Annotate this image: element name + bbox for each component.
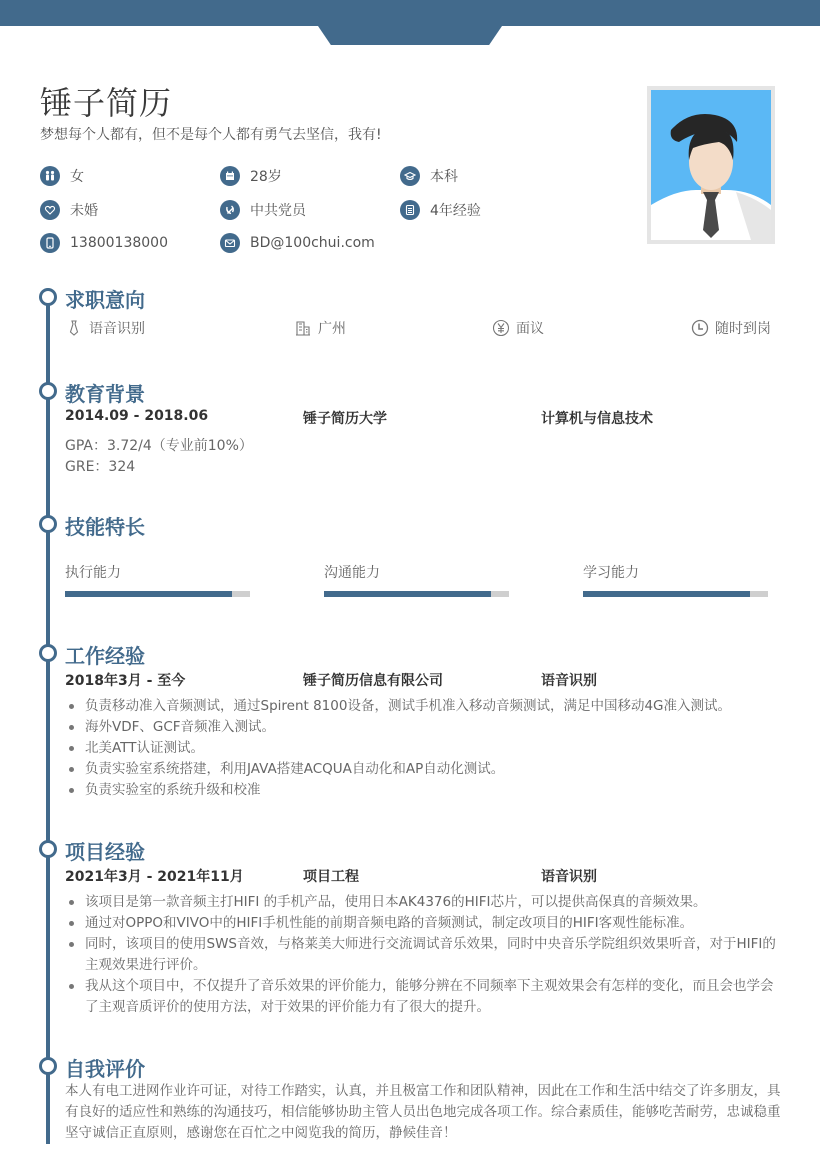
list-item: 通过对OPPO和VIVO中的HIFI手机性能的前期音频电路的音频测试，制定改项目的HIFI客观性能标准。 bbox=[65, 913, 785, 934]
section-title-intent: 求职意向 bbox=[65, 288, 145, 312]
project-name: 项目工程 bbox=[303, 869, 359, 885]
info-email-value: BD@100chui.com bbox=[250, 235, 375, 251]
intent-position bbox=[65, 318, 145, 338]
skill-bar bbox=[65, 591, 250, 597]
education-major: 计算机与信息技术 bbox=[541, 411, 653, 427]
resume-motto: 梦想每个人都有，但不是每个人都有勇气去坚信，我有! bbox=[40, 127, 382, 143]
info-degree-value: 本科 bbox=[430, 169, 458, 185]
work-period: 2018年3月 - 至今 bbox=[65, 673, 186, 689]
info-marriage-value: 未婚 bbox=[70, 203, 98, 219]
list-item: 该项目是第一款音频主打HIFI 的手机产品，使用日本AK4376的HIFI芯片，可以提供高保真的音频效果。 bbox=[65, 892, 785, 913]
section-dot-work bbox=[39, 644, 57, 662]
education-gre: GRE：324 bbox=[65, 459, 136, 475]
work-company: 锤子简历信息有限公司 bbox=[303, 673, 443, 689]
email-icon bbox=[220, 233, 240, 253]
phone-icon bbox=[40, 233, 60, 253]
project-period: 2021年3月 - 2021年11月 bbox=[65, 869, 244, 885]
skill-bar bbox=[324, 591, 509, 597]
intent-city bbox=[294, 318, 346, 338]
party-icon bbox=[220, 200, 240, 220]
section-dot-education bbox=[39, 382, 57, 400]
skill-bar-fill bbox=[65, 591, 232, 597]
intent-salary-value: 面议 bbox=[516, 321, 544, 337]
skill-bar-fill bbox=[583, 591, 750, 597]
graduation-icon bbox=[400, 166, 420, 186]
yen-icon bbox=[492, 319, 510, 337]
skill-label: 学习能力 bbox=[583, 565, 639, 581]
list-item: 北美ATT认证测试。 bbox=[65, 738, 785, 759]
marriage-icon bbox=[40, 200, 60, 220]
intent-availability-value: 随时到岗 bbox=[715, 321, 771, 337]
skill-bar-fill bbox=[324, 591, 491, 597]
project-bullets bbox=[65, 892, 785, 1018]
skill-label: 执行能力 bbox=[65, 565, 121, 581]
skill-label: 沟通能力 bbox=[324, 565, 380, 581]
list-item: 海外VDF、GCF音频准入测试。 bbox=[65, 717, 785, 738]
project-role: 语音识别 bbox=[541, 869, 597, 885]
work-role: 语音识别 bbox=[541, 673, 597, 689]
gender-icon bbox=[40, 166, 60, 186]
section-title-work: 工作经验 bbox=[65, 644, 145, 668]
resume-name: 锤子简历 bbox=[40, 84, 173, 122]
info-experience-value: 4年经验 bbox=[430, 203, 481, 219]
section-title-project: 项目经验 bbox=[65, 840, 145, 864]
section-title-skills: 技能特长 bbox=[65, 515, 145, 539]
tie-icon bbox=[65, 319, 83, 337]
list-item: 负责实验室的系统升级和校准 bbox=[65, 780, 785, 801]
skill-bar bbox=[583, 591, 768, 597]
intent-availability bbox=[691, 318, 771, 338]
self-evaluation-text: 本人有电工进网作业许可证，对待工作踏实，认真，并且极富工作和团队精神，因此在工作和生活中结交了许多朋友，具有良好的适应性和熟练的沟通技巧，相信能够协助主管人员出色地完成各项工作。综合素质佳，能够吃苦耐劳，忠诚稳重坚守诚信正直原则，感谢您在百忙之中阅览我的简历，静候佳音！ bbox=[65, 1083, 781, 1141]
info-party bbox=[220, 199, 306, 221]
section-title-education: 教育背景 bbox=[65, 382, 145, 406]
info-party-value: 中共党员 bbox=[250, 203, 306, 219]
building-icon bbox=[294, 319, 312, 337]
education-period: 2014.09 - 2018.06 bbox=[65, 408, 209, 424]
top-banner bbox=[0, 0, 820, 26]
clock-icon bbox=[691, 319, 709, 337]
info-age bbox=[220, 165, 282, 187]
info-gender-value: 女 bbox=[70, 169, 84, 185]
list-item: 负责实验室系统搭建，利用JAVA搭建ACQUA自动化和AP自动化测试。 bbox=[65, 759, 785, 780]
education-school: 锤子简历大学 bbox=[303, 411, 387, 427]
list-item: 同时，该项目的使用SWS音效，与格莱美大师进行交流调试音乐效果，同时中央音乐学院组织效果听音，对于HIFI的主观效果进行评价。 bbox=[65, 934, 785, 976]
section-dot-skills bbox=[39, 515, 57, 533]
profile-photo bbox=[647, 86, 775, 244]
list-item: 我从这个项目中，不仅提升了音乐效果的评价能力，能够分辨在不同频率下主观效果会有怎样的变化，而且会也学会了主观音质评价的使用方法，对于效果的评价能力有了很大的提升。 bbox=[65, 976, 785, 1018]
list-item: 负责移动准入音频测试，通过Spirent 8100设备，测试手机准入移动音频测试，满足中国移动4G准入测试。 bbox=[65, 696, 785, 717]
section-title-self: 自我评价 bbox=[65, 1057, 145, 1081]
section-dot-intent bbox=[39, 288, 57, 306]
avatar-illustration bbox=[651, 90, 771, 240]
section-dot-project bbox=[39, 840, 57, 858]
intent-city-value: 广州 bbox=[318, 321, 346, 337]
top-banner-tab bbox=[318, 26, 502, 45]
info-marriage bbox=[40, 199, 98, 221]
calendar-icon bbox=[220, 166, 240, 186]
section-dot-self bbox=[39, 1057, 57, 1075]
timeline-line bbox=[46, 298, 50, 1144]
info-phone bbox=[40, 232, 168, 254]
info-gender bbox=[40, 165, 84, 187]
info-degree bbox=[400, 165, 458, 187]
info-experience bbox=[400, 199, 481, 221]
intent-salary bbox=[492, 318, 544, 338]
info-phone-value: 13800138000 bbox=[70, 235, 168, 251]
info-email bbox=[220, 232, 375, 254]
education-gpa: GPA：3.72/4（专业前10%） bbox=[65, 438, 253, 454]
info-age-value: 28岁 bbox=[250, 169, 282, 185]
experience-icon bbox=[400, 200, 420, 220]
intent-position-value: 语音识别 bbox=[89, 321, 145, 337]
work-bullets bbox=[65, 696, 785, 801]
